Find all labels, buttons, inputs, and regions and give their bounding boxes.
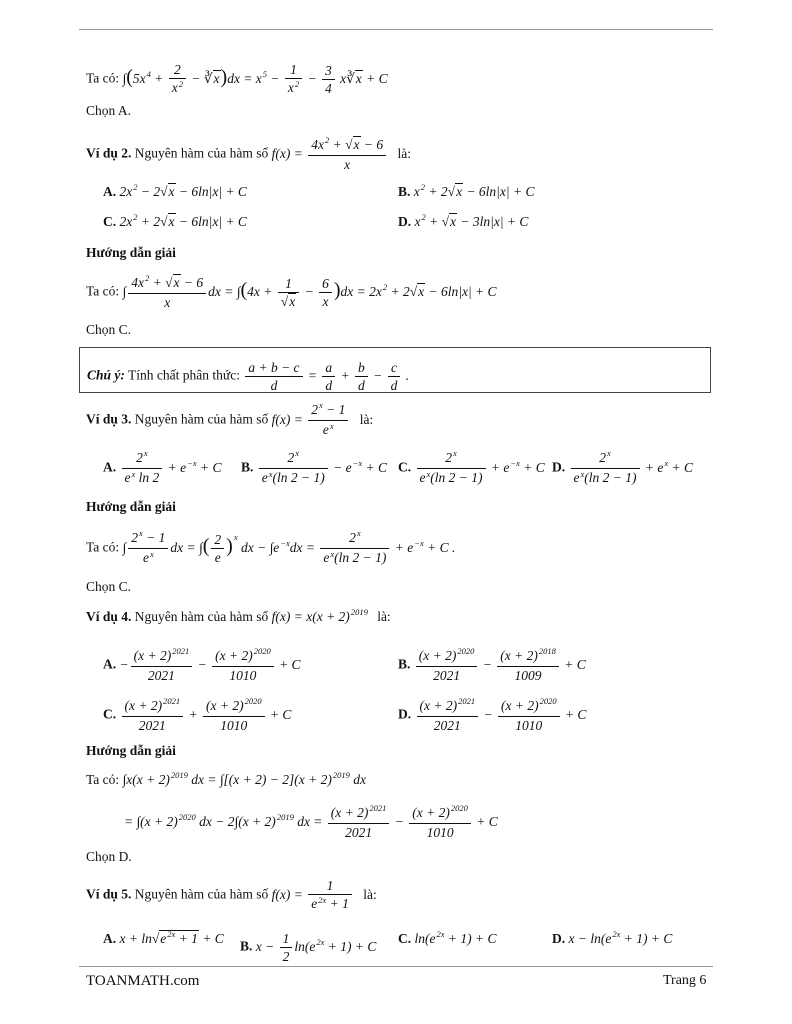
ex3-solution: ∫ $\frac{2^x - 1}{e^x}$ dx = ∫( $\frac{2}{e}$ )$^x$ dx − $\int e^{-x}dx$ = $\frac{2^x}{e^x(\ln 2 - 1)}$ + $e^{-x} + C$ . [122, 528, 456, 565]
ex1-solution-line [86, 62, 388, 97]
ex4-option-d-text: $\frac{(x + 2)^{2021}}{2021}$ − $\frac{(x + 2)^{2020}}{1010}$ + C [415, 707, 587, 722]
ex5-option-d-text: $x - \ln(e^{2x} + 1) + C$ [568, 929, 673, 946]
ex5-option-b-text: x − $\frac{1}{2}$ $\ln(e^{2x} + 1) + C$ [255, 931, 377, 964]
ex4-question: Nguyên hàm của hàm số [134, 609, 269, 624]
ex2-label: Ví dụ 2. [86, 145, 132, 161]
ex4-function: $f(x) = x(x + 2)^{2019}$ [271, 607, 368, 624]
ex3-option-d: D. $\frac{2^x}{e^x(\ln 2 - 1)}$ + $e^x + C$ [552, 448, 694, 485]
ex2-option-c-text: $2x^2 + 2√x - 6\ln|x| + C$ [119, 212, 247, 229]
ex3-option-c: C. $\frac{2^x}{e^x(\ln 2 - 1)}$ + $e^{-x} + C$ [398, 448, 545, 485]
ex2-option-c: C. $2x^2 + 2√x - 6\ln|x| + C$ [103, 212, 247, 229]
ex4-question-line [86, 609, 391, 625]
ex5-function: f(x) = $\frac{1}{e^{2x} + 1}$ [272, 887, 354, 902]
ex4-solution-line-1: Ta có: $\int x(x + 2)^{2019}$ dx = $\int[(x + 2) - 2](x + 2)^{2019}$ dx [86, 770, 366, 787]
ex4-option-c-text: $\frac{(x + 2)^{2021}}{2021}$ + $\frac{(x + 2)^{2020}}{1010}$ + C [120, 707, 292, 722]
note-line [87, 360, 409, 393]
ex3-function: f(x) = $\frac{2^x - 1}{e^x}$ [272, 412, 351, 427]
ex2-question: Nguyên hàm của hàm số [134, 145, 269, 161]
ex4-option-b: B. $\frac{(x + 2)^{2020}}{2021}$ − $\frac{(x + 2)^{2018}}{1009}$ + C [398, 646, 586, 683]
ex5-label: Ví dụ 5. [86, 886, 132, 902]
footer-rule [79, 966, 713, 967]
header-rule [79, 29, 713, 30]
ex4-solution-line-2 [124, 805, 498, 840]
ex5-option-d: D. $x - \ln(e^{2x} + 1) + C$ [552, 929, 673, 946]
ex2-function: f(x) = $\frac{4x^2 + √x - 6}{x}$ [272, 146, 389, 161]
ex5-option-c: C. $\ln(e^{2x} + 1) + C$ [398, 929, 497, 946]
ex4-guide-heading: Hướng dẫn giải [86, 743, 176, 758]
ex1-choice: Chọn A. [86, 103, 132, 118]
ex2-option-a: A. $2x^2 - 2√x - 6\ln|x| + C$ [103, 182, 247, 199]
ex3-label: Ví dụ 3. [86, 411, 132, 427]
ex5-option-b: B. x − $\frac{1}{2}$ $\ln(e^{2x} + 1) + C$ [240, 931, 377, 964]
ex2-choice: Chọn C. [86, 322, 132, 337]
ex3-option-c-text: $\frac{2^x}{e^x(\ln 2 - 1)}$ + $e^{-x} + C$ [415, 460, 545, 475]
note-box [79, 347, 711, 393]
ex4-option-b-text: $\frac{(x + 2)^{2020}}{2021}$ − $\frac{(x + 2)^{2018}}{1009}$ + C [414, 657, 586, 672]
ex5-option-a-text: $x + \ln√e^{2x} + 1 + C$ [119, 929, 224, 946]
ex3-choice: Chọn C. [86, 579, 132, 594]
ex3-option-d-text: $\frac{2^x}{e^x(\ln 2 - 1)}$ + $e^x + C$ [569, 460, 694, 475]
ex3-suffix: là: [359, 411, 374, 427]
ex4-label: Ví dụ 4. [86, 609, 132, 624]
ex2-option-d-text: $x^2 + √x - 3\ln|x| + C$ [414, 212, 529, 229]
ex5-option-c-text: $\ln(e^{2x} + 1) + C$ [414, 929, 497, 946]
ex2-guide-heading: Hướng dẫn giải [86, 245, 176, 260]
ex4-option-d: D. $\frac{(x + 2)^{2021}}{2021}$ − $\frac{(x + 2)^{2020}}{1010}$ + C [398, 696, 587, 733]
ex2-option-b: B. $x^2 + 2√x - 6\ln|x| + C$ [398, 182, 535, 199]
footer-page-number: Trang 6 [663, 973, 707, 988]
ex2-option-d: D. $x^2 + √x - 3\ln|x| + C$ [398, 212, 529, 229]
ex3-option-b-text: $\frac{2^x}{e^x(\ln 2 - 1)}$ − $e^{-x} + C$ [257, 460, 387, 475]
ex3-guide-heading: Hướng dẫn giải [86, 499, 176, 514]
ex3-solution-line: Ta có: ∫ $\frac{2^x - 1}{e^x}$ dx = ∫( $\frac{2}{e}$ )$^x$ dx − $\int e^{-x}dx$ = $\frac{2^x}{e^x(\ln 2 - 1)}$ + $e^{-x} + C$ . [86, 528, 456, 565]
ex4-solution-1: $\int x(x + 2)^{2019}$ dx = $\int[(x + 2) - 2](x + 2)^{2019}$ dx [122, 770, 366, 787]
note-text: Tính chất phân thức: [128, 367, 240, 383]
ex4-choice: Chọn D. [86, 849, 132, 864]
ex2-suffix: là: [397, 145, 412, 161]
ex2-solution-line: Ta có: ∫ $\frac{4x^2 + √x - 6}{x}$ dx = ∫(4x + $\frac{1}{√x}$ − $\frac{6}{x}$ )$dx = 2x^2 + 2√x - 6\ln|x| + C$ [86, 273, 497, 310]
footer-site: TOANMATH.com [86, 973, 200, 989]
ex4-solution-2: = $\int(x + 2)^{2020}$ dx − $2\int(x + 2)^{2019}$ dx = $\frac{(x + 2)^{2021}}{2021}$ − $\frac{(x + 2)^{2020}}{1010}$ + C [124, 803, 498, 840]
ex2-option-b-text: $x^2 + 2√x - 6\ln|x| + C$ [413, 182, 535, 199]
ex4-option-a: A. − $\frac{(x + 2)^{2021}}{2021}$ − $\frac{(x + 2)^{2020}}{1010}$ + C [103, 646, 301, 683]
ex2-question-line [86, 137, 411, 172]
ex3-option-b: B. $\frac{2^x}{e^x(\ln 2 - 1)}$ − $e^{-x} + C$ [241, 448, 388, 485]
ex3-question: Nguyên hàm của hàm số [134, 411, 269, 427]
ex1-answer-prefix: Ta có: [86, 70, 120, 86]
ex5-question-line [86, 878, 377, 913]
ex2-solution: ∫ $\frac{4x^2 + √x - 6}{x}$ dx = ∫(4x + $\frac{1}{√x}$ − $\frac{6}{x}$ )$dx = 2x^2 + 2√x - 6\ln|x| + C$ [122, 273, 497, 310]
ex4-suffix: là: [377, 609, 391, 624]
ex3-option-a: A. $\frac{2^x}{e^x \ln 2}$ + $e^{-x} + C$ [103, 448, 222, 485]
note-formula: $\frac{a + b - c}{d}$ = $\frac{a}{d}$ + $\frac{b}{d}$ − $\frac{c}{d}$ . [243, 368, 409, 383]
ex1-formula: $\int(5x^4$ + $\frac{2}{x^2}$ − ∛x)dx = $x^5$ − $\frac{1}{x^2}$ − $\frac{3}{4}$ x∛x + C [122, 62, 388, 96]
note-label: Chú ý: [87, 367, 125, 383]
ex5-option-a: A. $x + \ln√e^{2x} + 1 + C$ [103, 929, 224, 946]
ex3-question-line [86, 402, 373, 439]
ex5-question: Nguyên hàm của hàm số [134, 886, 269, 902]
ex3-option-a-text: $\frac{2^x}{e^x \ln 2}$ + $e^{-x} + C$ [120, 460, 222, 475]
ex5-suffix: là: [363, 886, 377, 902]
ex2-option-a-text: $2x^2 - 2√x - 6\ln|x| + C$ [119, 182, 247, 199]
ex4-option-c: C. $\frac{(x + 2)^{2021}}{2021}$ + $\frac{(x + 2)^{2020}}{1010}$ + C [103, 696, 292, 733]
ex4-option-a-text: − $\frac{(x + 2)^{2021}}{2021}$ − $\frac{(x + 2)^{2020}}{1010}$ + C [119, 646, 301, 683]
